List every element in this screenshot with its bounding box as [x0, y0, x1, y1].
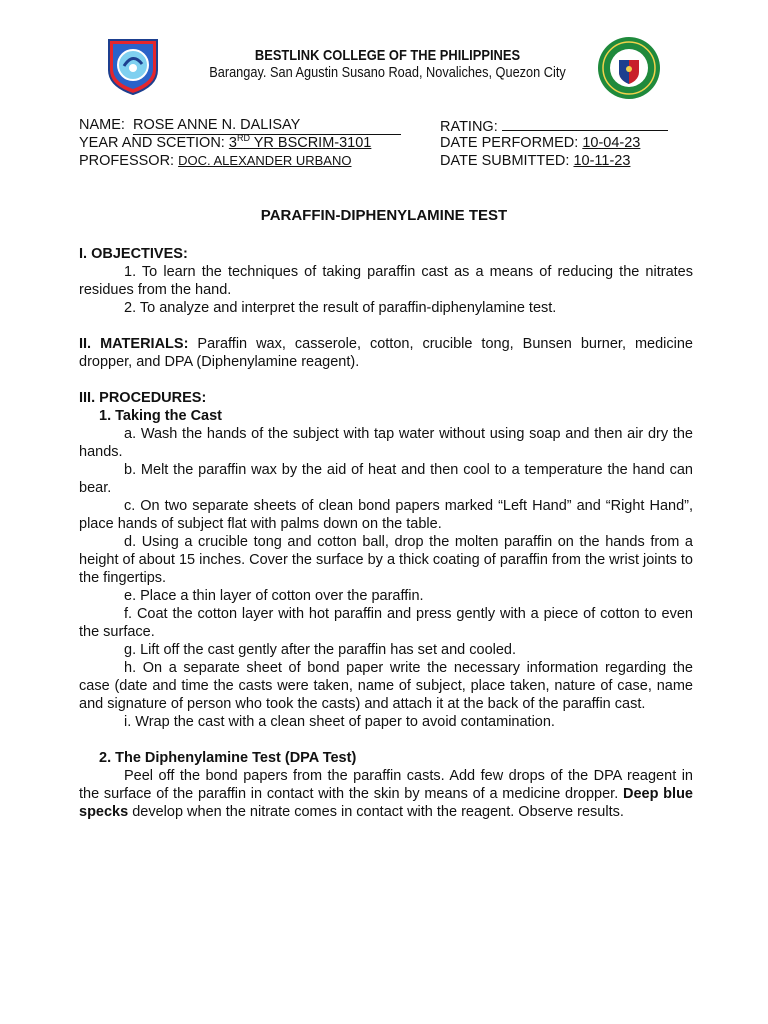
objectives-heading: I. OBJECTIVES: — [79, 246, 188, 262]
year-section-value: 3RD YR BSCRIM-3101 — [228, 133, 372, 151]
rating-row — [440, 116, 668, 136]
date-submitted-row — [440, 152, 630, 170]
criminology-department-seal-icon — [597, 36, 661, 100]
procedure-step: a. Wash the hands of the subject with tap water without using soap and then air dry the hands. — [79, 426, 693, 460]
year-section-row — [79, 134, 371, 152]
procedure-subheading-1: 1. Taking the Cast — [99, 408, 223, 424]
dpa-bold-text: Deep blue specks — [79, 786, 693, 820]
procedure-step: c. On two separate sheets of clean bond papers marked “Left Hand” and “Right Hand”, place hands of subject flat with palms down on the table. — [79, 498, 693, 532]
date-submitted-value: 10-11-23 — [573, 153, 631, 169]
college-address: Barangay. San Agustin Susano Road, Novaliches, Quezon City — [209, 65, 566, 81]
date-performed-label: DATE PERFORMED: — [440, 135, 579, 151]
name-label: NAME: — [79, 117, 125, 133]
procedure-step: e. Place a thin layer of cotton over the paraffin. — [124, 588, 424, 604]
objective-item: 2. To analyze and interpret the result of paraffin-diphenylamine test. — [124, 300, 557, 316]
procedure-step: i. Wrap the cast with a clean sheet of paper to avoid contamination. — [124, 714, 555, 730]
document-title: PARAFFIN-DIPHENYLAMINE TEST — [260, 207, 508, 224]
procedure-step: g. Lift off the cast gently after the paraffin has set and cooled. — [124, 642, 517, 658]
date-performed-value: 10-04-23 — [582, 135, 641, 151]
materials-heading: II. MATERIALS: — [79, 336, 189, 352]
procedure-step: h. On a separate sheet of bond paper write the necessary information regarding the case (date and time the casts were taken, name of subject, place taken, nature of case, name and signature of person who took the casts) and attach it at the back of the paraffin cast. — [79, 660, 693, 712]
materials-paragraph — [79, 335, 693, 371]
date-performed-row — [440, 134, 640, 152]
year-label: YEAR AND SCETION: — [79, 135, 225, 151]
bestlink-college-logo-icon — [104, 36, 162, 96]
professor-row — [79, 152, 351, 170]
college-name: BESTLINK COLLEGE OF THE PHILIPPINES — [254, 47, 521, 64]
rating-label: RATING: — [440, 119, 498, 135]
document-body — [79, 245, 693, 821]
dpa-paragraph: Peel off the bond papers from the paraffin casts. Add few drops of the DPA reagent in the surface of the paraffin in contact with the skin by means of a medicine dropper. Deep blue specks develop when the nitrate comes in contact with the reagent. Observe results. — [79, 768, 693, 820]
procedure-step: f. Coat the cotton layer with hot paraffin and press gently with a piece of cotton to even the surface. — [79, 606, 693, 640]
objective-item: 1. To learn the techniques of taking paraffin cast as a means of reducing the nitrates residues from the hand. — [79, 264, 693, 298]
date-submitted-label: DATE SUBMITTED: — [440, 153, 570, 169]
procedure-subheading-2: 2. The Diphenylamine Test (DPA Test) — [99, 750, 357, 766]
procedures-heading: III. PROCEDURES: — [79, 390, 207, 406]
professor-label: PROFESSOR: — [79, 153, 175, 169]
rating-value — [502, 116, 668, 131]
procedure-step: d. Using a crucible tong and cotton ball, drop the molten paraffin on the hands from a height of about 15 inches. Cover the surface by a thick coating of paraffin from the wrist joints to the fingertips. — [79, 534, 693, 586]
professor-value: DOC. ALEXANDER URBANO — [178, 153, 352, 168]
name-value: ROSE ANNE N. DALISAY — [133, 117, 401, 135]
procedure-step: b. Melt the paraffin wax by the aid of heat and then cool to a temperature the hand can bear. — [79, 462, 693, 496]
materials-text: Paraffin wax, casserole, cotton, crucible tong, Bunsen burner, medicine dropper, and DPA (Diphenylamine reagent). — [79, 336, 693, 370]
